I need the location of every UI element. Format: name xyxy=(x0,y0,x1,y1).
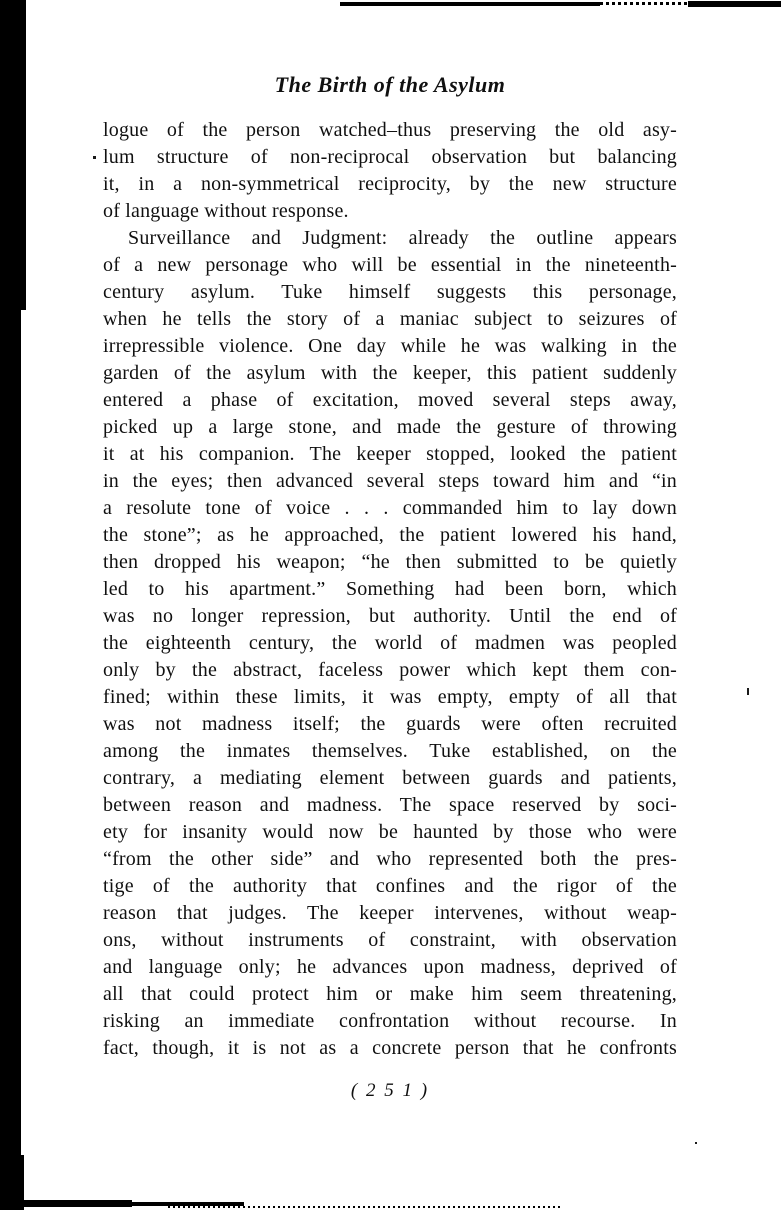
text-line: of a new personage who will be essential in the nineteenth- xyxy=(103,254,677,276)
gutter-shadow-bar xyxy=(0,0,26,310)
text-line: picked up a large stone, and made the gesture of throwing xyxy=(103,416,677,438)
text-line: in the eyes; then advanced several steps toward him and “in xyxy=(103,470,677,492)
text-line: all that could protect him or make him seem threatening, xyxy=(103,983,677,1005)
page-number: ( 2 5 1 ) xyxy=(350,1080,430,1101)
text-line: Surveillance and Judgment: already the outline appears xyxy=(128,227,677,249)
page-top-edge-rule xyxy=(688,1,781,7)
text-line: lum structure of non-reciprocal observation but balancing xyxy=(103,146,677,168)
text-line: garden of the asylum with the keeper, this patient suddenly xyxy=(103,362,677,384)
page-top-edge-rule xyxy=(340,2,600,6)
text-line: when he tells the story of a maniac subject to seizures of xyxy=(103,308,677,330)
text-line: risking an immediate confrontation without recourse. In xyxy=(103,1010,677,1032)
text-line: a resolute tone of voice . . . commanded him to lay down xyxy=(103,497,677,519)
paragraph xyxy=(103,117,677,225)
text-line: was no longer repression, but authority. Until the end of xyxy=(103,605,677,627)
text-line: contrary, a mediating element between guards and patients, xyxy=(103,767,677,789)
paragraph xyxy=(103,225,677,1062)
text-line: it at his companion. The keeper stopped, looked the patient xyxy=(103,443,677,465)
ink-speck xyxy=(695,1142,697,1144)
text-line: ons, without instruments of constraint, with observation xyxy=(103,929,677,951)
text-line: irrepressible violence. One day while he was walking in the xyxy=(103,335,677,357)
ink-speck xyxy=(747,688,749,695)
text-line: century asylum. Tuke himself suggests this personage, xyxy=(103,281,677,303)
text-line: it, in a non-symmetrical reciprocity, by the new structure xyxy=(103,173,677,195)
page-top-edge-rule xyxy=(600,2,688,5)
text-line: entered a phase of excitation, moved several steps away, xyxy=(103,389,677,411)
text-line: only by the abstract, faceless power which kept them con- xyxy=(103,659,677,681)
text-line: fined; within these limits, it was empty, empty of all that xyxy=(103,686,677,708)
text-line: the stone”; as he approached, the patient lowered his hand, xyxy=(103,524,677,546)
text-line: and language only; he advances upon madness, deprived of xyxy=(103,956,677,978)
page-bottom-edge-rule xyxy=(0,1200,132,1207)
text-line: “from the other side” and who represented both the pres- xyxy=(103,848,677,870)
text-line: ety for insanity would now be haunted by those who were xyxy=(103,821,677,843)
text-line: was not madness itself; the guards were often recruited xyxy=(103,713,677,735)
text-line: reason that judges. The keeper intervenes, without weap- xyxy=(103,902,677,924)
text-line: fact, though, it is not as a concrete person that he confronts xyxy=(103,1037,677,1059)
text-line: of language without response. xyxy=(103,200,349,222)
text-line: then dropped his weapon; “he then submitted to be quietly xyxy=(103,551,677,573)
text-line: tige of the authority that confines and the rigor of the xyxy=(103,875,677,897)
gutter-shadow-bar xyxy=(0,310,21,1155)
text-line: between reason and madness. The space reserved by soci- xyxy=(103,794,677,816)
ink-speck xyxy=(93,156,96,159)
body-text xyxy=(103,117,677,1062)
running-header: The Birth of the Asylum xyxy=(274,72,506,97)
text-line: the eighteenth century, the world of madmen was peopled xyxy=(103,632,677,654)
text-line: led to his apartment.” Something had been born, which xyxy=(103,578,677,600)
page-bottom-edge-rule xyxy=(168,1206,560,1208)
text-line: logue of the person watched–thus preserving the old asy- xyxy=(103,119,677,141)
text-line: among the inmates themselves. Tuke established, on the xyxy=(103,740,677,762)
